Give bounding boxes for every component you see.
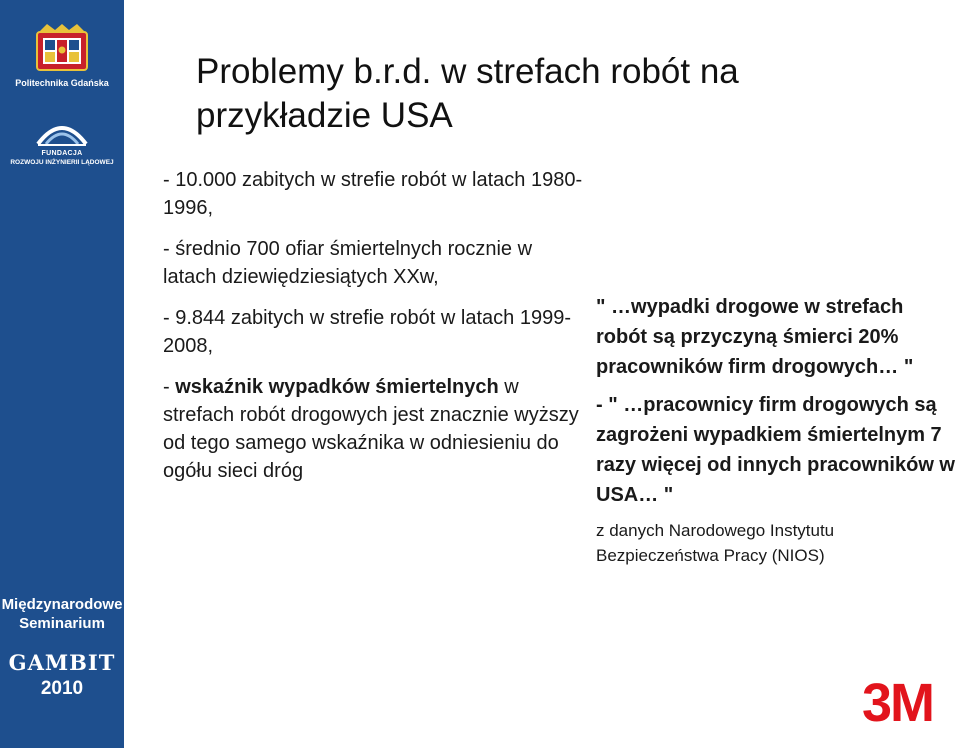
quote-1: " …wypadki drogowe w strefach robót są przyczyną śmierci 20% pracowników firm drogowych… " — [596, 296, 914, 378]
bullet-2: - średnio 700 ofiar śmiertelnych rocznie w latach dziewiędziesiątych XXw, — [163, 238, 533, 288]
sidebar — [0, 0, 124, 748]
right-column — [596, 292, 958, 568]
title-line-1: Problemy b.r.d. w strefach robót na — [196, 52, 739, 91]
3m-logo: 3M — [862, 673, 934, 733]
quote-2: - " …pracownicy firm drogowych są zagrożeni wypadkiem śmiertelnym 7 razy więcej od innych pracowników w USA… " — [596, 394, 955, 506]
bullet-3: - 9.844 zabitych w strefie robót w latach 1999-2008, — [163, 307, 571, 357]
title-line-2: przykładzie USA — [196, 96, 453, 135]
bullet-4-text: w strefach robót drogowych jest znacznie wyższy od tego samego wskaźnika w odniesieniu do ogółu sieci dróg — [163, 376, 579, 482]
bullet-1: - 10.000 zabitych w strefie robót w latach 1980-1996, — [163, 169, 583, 219]
bullet-4 — [163, 373, 583, 485]
foundation-bridge-logo — [36, 118, 88, 148]
university-name: Politechnika Gdańska — [15, 78, 109, 88]
event-name: GAMBIT — [8, 650, 116, 675]
seminar-label-2: Seminarium — [19, 615, 105, 632]
source-note: z danych Narodowego Instytutu Bezpieczeństwa Pracy (NIOS) — [596, 521, 835, 565]
event-year: 2010 — [40, 678, 84, 699]
foundation-label: FUNDACJA — [41, 150, 83, 157]
left-column — [163, 166, 583, 498]
slide-title — [196, 50, 936, 138]
university-crest-logo — [33, 24, 91, 72]
foundation-name: ROZWOJU INŻYNIERII LĄDOWEJ — [10, 159, 114, 166]
bullet-4-emphasis: wskaźnik wypadków śmiertelnych — [175, 376, 499, 398]
bullet-4-prefix: - — [163, 376, 176, 398]
seminar-label: Międzynarodowe — [1, 596, 123, 613]
